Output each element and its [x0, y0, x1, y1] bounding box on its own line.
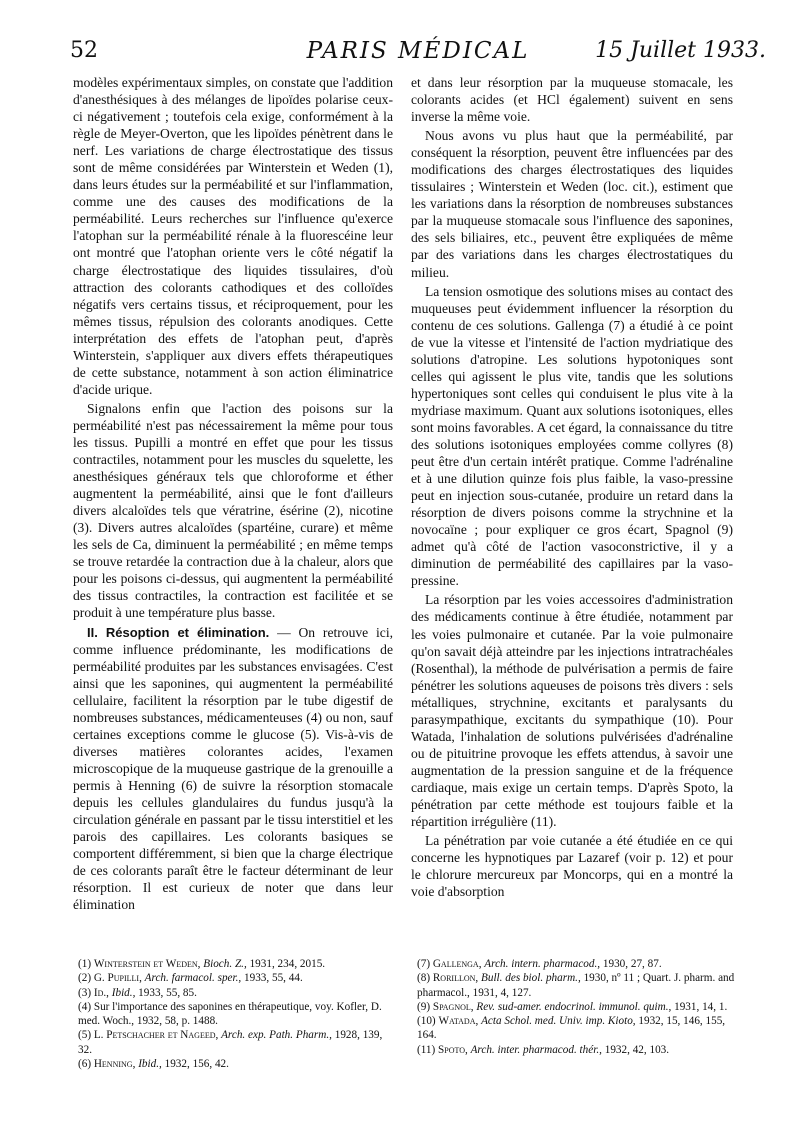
- paragraph: La pénétration par voie cutanée a été étudiée en ce qui concerne les hypnotiques par Lazaref (voir p. 12) et pour le chlorure mercureux par Moncorps, qui en a montré la voie d'absorption: [411, 833, 733, 900]
- paragraph: La tension osmotique des solutions mises au contact des muqueuses peut évidemment influencer la résorption du contenu de ces solutions. Gallenga (7) a étudié à ce point de vue la vitesse et l'intensité de l'action mydriatique des solutions d'atropine. Les solutions hypotoniques sont celles qui agissent le plus vite, tandis que les solutions hypertoniques sont celles qui conduisent le plus vite à la mydriase maximum. Quant aux solutions isotoniques, elles sont moins favorables. A cet égard, la connaissance du titre des solutions isotoniques employées comme collyres (8) peut être d'un certain intérêt pratique. Comme l'adrénaline et à une dilution quinze fois plus faible, la vaso-pressine peut en injection sous-cutanée, produire un retard dans la résorption de divers poisons comme la strychnine et la novocaïne ; pour expliquer ce gros écart, Spagnol (9) admet qu'à côté de l'action vasoconstrictive, il y a diminution de perméabilité des capillaires par la vaso-pressine.: [411, 283, 733, 589]
- paragraph: et dans leur résorption par la muqueuse stomacale, les colorants acides (et HCl également) suivent en sens inverse la même voie.: [411, 75, 733, 125]
- footnote: (11) Spoto, Arch. inter. pharmacod. thér., 1932, 42, 103.: [417, 1043, 670, 1056]
- journal-title: PARIS MÉDICAL: [306, 38, 530, 64]
- right-column: [411, 74, 733, 900]
- paragraph-text: — On retrouve ici, comme influence prédominante, les modifications de perméabilité produites par les substances envisagées. C'est ainsi que les saponines, qui augmentent la perméabilité cellulaire, facilitent la résorption par le tube digestif de nombreuses substances, médicamenteuses (4) ou non, sauf certaines exceptions comme le glucose (5). Vis-à-vis de diverses matières colorantes acides, l'examen microscopique de la muqueuse gastrique de la grenouille a permis à Henning (6) de suivre la résorption stomacale depuis les cellules glandulaires du fundus jusqu'à la circulation générale en passant par le tissu interstitiel et les parois des capillaires. Les colorants basiques se comportent différemment, si bien que la charge électrique de ces colorants paraît être le facteur déterminant de leur résorption. Il est curieux de noter que dans leur élimination: [73, 624, 394, 913]
- footnotes-left: [78, 957, 394, 1071]
- footnote: (6) Henning, Ibid., 1932, 156, 42.: [78, 1058, 229, 1071]
- footnote: (4) Sur l'importance des saponines en thérapeutique, voy. Kofler, D. med. Woch., 1932, 58, p. 1488.: [78, 1000, 382, 1028]
- footnote: (9) Spagnol, Rev. sud-amer. endocrinol. immunol. quim., 1931, 14, 1.: [417, 1000, 728, 1013]
- footnote: (3) Id., Ibid., 1933, 55, 85.: [78, 986, 197, 999]
- footnote: (1) Winterstein et Weden, Bioch. Z., 1931, 234, 2015.: [78, 958, 326, 970]
- paragraph: Signalons enfin que l'action des poisons sur la perméabilité n'est pas nécessairement la même pour tous les tissus. Pupilli a montré en effet que pour les tissus contractiles, notamment pour les muscles du squelette, les anesthésiques généraux tels que chloroforme et éther augmentent la perméabilité, ainsi que le font d'ailleurs divers alcaloïdes tels que vératrine, ésérine (2), nicotine (3). Divers autres alcaloïdes (spartéine, curare) et même les sels de Ca, diminuent la perméabilité ; en même temps se trouve retardée la contraction due à la chaleur, alors que pour les poisons ci-dessus, qui augmentent la perméabilité des tissus contractiles, la contraction est facilitée et se produit à une température plus basse.: [73, 400, 393, 621]
- page-header: [70, 38, 766, 68]
- footnote: (8) Rorillon, Bull. des biol. pharm., 1930, nº 11 ; Quart. J. pharm. and pharmacol., 1931, 4, 127.: [417, 972, 735, 999]
- footnote: (5) L. Petschacher et Nageed, Arch. exp. Path. Pharm., 1928, 139, 32.: [78, 1029, 383, 1056]
- paragraph: La résorption par les voies accessoires d'administration des médicaments continue à être étudiée, notamment par les voies pulmonaire et cutanée. Par la voie pulmonaire qu'on savait déjà atteindre par les injections intratrachéales (Rosenthal), la méthode de pulvérisation a permis de faire pénétrer les solutions aqueuses de poisons très divers : sels métalliques, strychnine, excitants et paralysants du parasympathique, excitants du sympathique (10). Pour Watada, l'inhalation de solutions pulvérisées d'adrénaline ou de pituitrine provoque les effets attendus, à savoir une augmentation de la pression sanguine et de la fréquence cardiaque, mais exige un certain temps. D'après Spoto, la pénétration par cette méthode est toujours faible et la répartition irrégulière (11).: [411, 592, 733, 830]
- footnote: (7) Gallenga, Arch. intern. pharmacod., 1930, 27, 87.: [417, 958, 662, 970]
- section-heading: II. Résoption et élimination.: [87, 624, 270, 640]
- issue-date: 15 Juillet 1933.: [595, 38, 766, 63]
- left-column: [73, 74, 393, 913]
- footnote: (2) G. Pupilli, Arch. farmacol. sper., 1933, 55, 44.: [78, 972, 303, 985]
- footnote: (10) Watada, Acta Schol. med. Univ. imp. Kioto, 1932, 15, 146, 155, 164.: [417, 1015, 726, 1042]
- footnotes-right: [417, 957, 735, 1057]
- section-paragraph: [73, 624, 393, 914]
- paragraph: modèles expérimentaux simples, on constate que l'addition d'anesthésiques à des mélanges de lipoïdes polarise ceux-ci négativement ; toutefois cela exige, conformément à la règle de Meyer-Overton, que les lipoïdes pénètrent dans le nerf. Les variations de charge électrostatique des tissus sont de même considérées par Winterstein et Weden (1), dans leurs études sur la perméabilité et sur l'inflammation, comme une des causes des modifications de la perméabilité. Leurs recherches sur l'influence qu'exerce l'atophan sur la perméabilité rénale à la fluorescéine leur ont montré que l'atophan oriente vers le côté négatif la charge électrostatique des liquides tissulaires, d'où attraction des colorants cathodiques et des colloïdes négatifs vers certains tissus, et réciproquement, pour les mêmes tissus, répulsion des colorants anodiques. Cette interprétation des effets de l'atophan peut, d'après Winterstein, s'appliquer aux divers effets thérapeutiques de cette substance, notamment à son action éliminatrice d'acide urique.: [73, 75, 393, 397]
- paragraph: Nous avons vu plus haut que la perméabilité, par conséquent la résorption, peuvent être influencées par des modifications des charges électrostatiques des liquides tissulaires ; Winterstein et Weden (loc. cit.), estiment que les variations dans la résorption de nombreuses substances par la muqueuse stomacale sous l'influence des saponines, des sels biliaires, etc., peuvent être expliquées de même par des variations dans les charges électrostatiques du milieu.: [411, 128, 733, 280]
- page-number: 52: [70, 38, 98, 63]
